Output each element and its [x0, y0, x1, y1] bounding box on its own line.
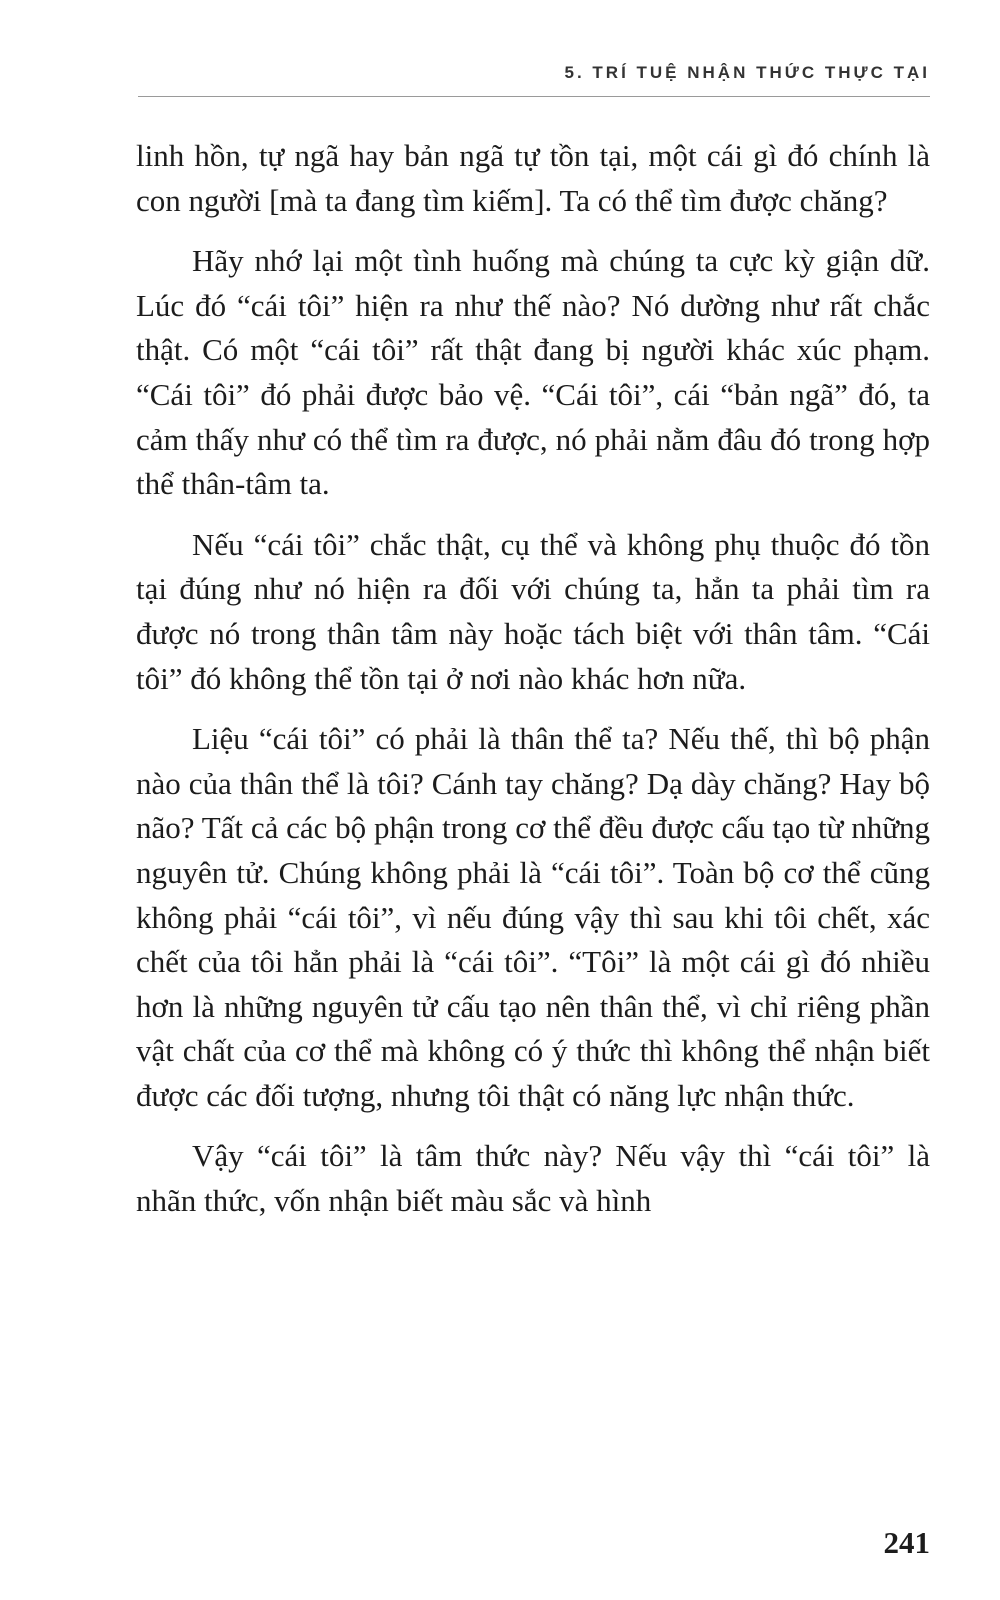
- paragraph: Hãy nhớ lại một tình huống mà chúng ta cực kỳ giận dữ. Lúc đó “cái tôi” hiện ra như thế nào? Nó dường như rất chắc thật. Có một “cái tôi” rất thật đang bị người khác xúc phạm. “Cái tôi” đó phải được bảo vệ. “Cái tôi”, cái “bản ngã” đó, ta cảm thấy như có thể tìm ra được, nó phải nằm đâu đó trong hợp thể thân-tâm ta.: [136, 243, 930, 502]
- paragraph-continued: linh hồn, tự ngã hay bản ngã tự tồn tại, một cái gì đó chính là con người [mà ta đang tìm kiếm]. Ta có thể tìm được chăng?: [136, 138, 930, 218]
- chapter-title: 5. TRÍ TUỆ NHẬN THỨC THỰC TẠI: [564, 63, 930, 82]
- paragraph: Nếu “cái tôi” chắc thật, cụ thể và không phụ thuộc đó tồn tại đúng như nó hiện ra đối với chúng ta, hẳn ta phải tìm ra được nó trong thân tâm này hoặc tách biệt với thân tâm. “Cái tôi” đó không thể tồn tại ở nơi nào khác hơn nữa.: [136, 526, 930, 696]
- page-number: 241: [883, 1525, 930, 1560]
- body-text: [136, 134, 930, 1240]
- paragraph: Vậy “cái tôi” là tâm thức này? Nếu vậy thì “cái tôi” là nhãn thức, vốn nhận biết màu sắc và hình: [136, 1138, 930, 1219]
- running-header: [138, 58, 930, 97]
- paragraph: Liệu “cái tôi” có phải là thân thể ta? Nếu thế, thì bộ phận nào của thân thể là tôi? Cánh tay chăng? Dạ dày chăng? Hay bộ não? Tất cả các bộ phận trong cơ thể đều được cấu tạo từ những nguyên tử. Chúng không phải là “cái tôi”. Toàn bộ cơ thể cũng không phải “cái tôi”, vì nếu đúng vậy thì sau khi tôi chết, xác chết của tôi hẳn phải là “cái tôi”. “Tôi” là một cái gì đó nhiều hơn là những nguyên tử cấu tạo nên thân thể, vì chỉ riêng phần vật chất của cơ thể mà không có ý thức thì không thể nhận biết được các đối tượng, nhưng tôi thật có năng lực nhận thức.: [136, 721, 930, 1113]
